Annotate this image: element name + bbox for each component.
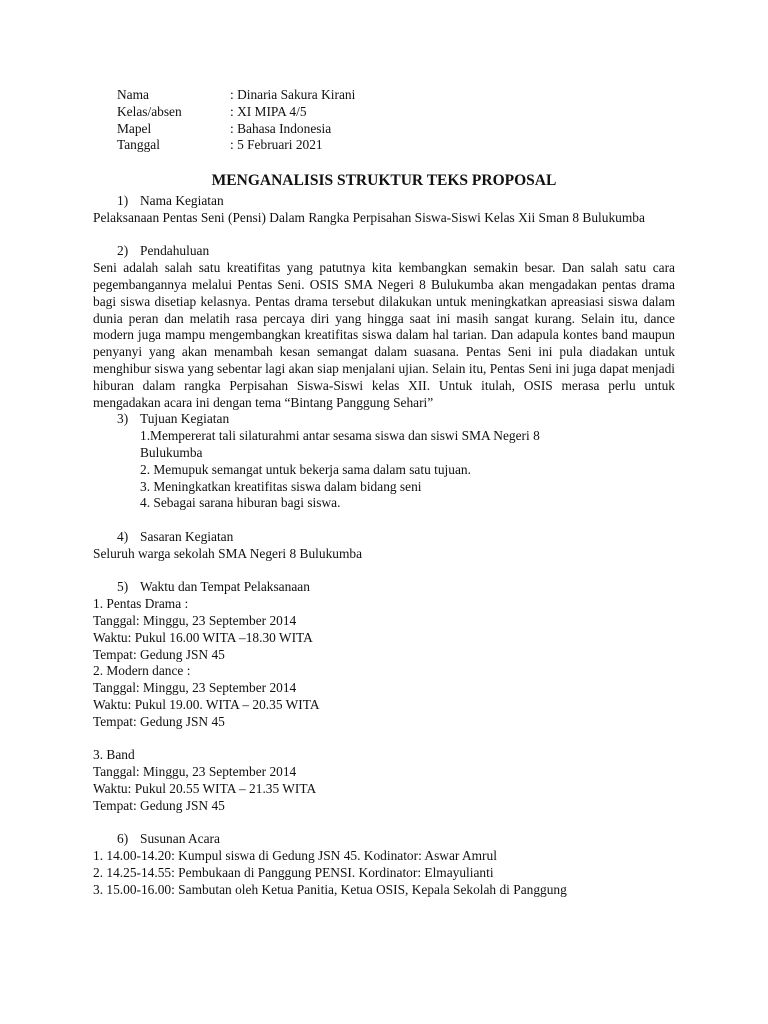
header-value: : Dinaria Sakura Kirani: [230, 87, 356, 102]
section-heading-sasaran-kegiatan: [93, 529, 675, 546]
section-number: 6): [117, 831, 129, 847]
event-date: Tanggal: Minggu, 23 September 2014: [93, 764, 297, 780]
section-number: 2): [117, 243, 129, 259]
section-heading-nama-kegiatan: [93, 193, 675, 210]
section-heading-susunan-acara: [93, 831, 675, 848]
event-name: 3. Band: [93, 747, 135, 763]
event-place: Tempat: Gedung JSN 45: [93, 797, 225, 813]
agenda-list: [93, 848, 675, 898]
section-body: Pelaksanaan Pentas Seni (Pensi) Dalam Rangka Perpisahan Siswa-Siswi Kelas Xii Sman 8 Bulukumba: [93, 209, 645, 225]
section-heading-waktu-tempat: [93, 579, 675, 596]
section-body: Seluruh warga sekolah SMA Negeri 8 Bulukumba: [93, 545, 363, 561]
document-title: MENGANALISIS STRUKTUR TEKS PROPOSAL: [211, 172, 557, 189]
event-name: 2. Modern dance :: [93, 663, 191, 679]
list-item: 1. 14.00-14.20: Kumpul siswa di Gedung JSN 45. Kodinator: Aswar Amrul: [93, 848, 497, 864]
section-title: Pendahuluan: [140, 243, 210, 259]
event-time: Waktu: Pukul 20.55 WITA – 21.35 WITA: [93, 780, 317, 796]
section-number: 3): [117, 411, 129, 427]
header-value: : 5 Februari 2021: [230, 137, 323, 153]
section-title: Waktu dan Tempat Pelaksanaan: [140, 579, 310, 595]
section-heading-tujuan-kegiatan: [93, 411, 675, 428]
event-date: Tanggal: Minggu, 23 September 2014: [93, 612, 297, 628]
event-time: Waktu: Pukul 19.00. WITA – 20.35 WITA: [93, 696, 320, 712]
event-pentas-drama: [93, 596, 675, 663]
event-name: 1. Pentas Drama :: [93, 596, 189, 612]
section-number: 1): [117, 193, 129, 208]
event-modern-dance: [93, 663, 675, 730]
event-place: Tempat: Gedung JSN 45: [93, 646, 225, 662]
header-label: Tanggal: [117, 137, 160, 153]
header-value: : XI MIPA 4/5: [230, 103, 307, 119]
event-place: Tempat: Gedung JSN 45: [93, 713, 225, 729]
list-item: 2. 14.25-14.55: Pembukaan di Panggung PENSI. Kordinator: Elmayulianti: [93, 864, 494, 880]
header-info: [117, 87, 355, 154]
section-title: Nama Kegiatan: [140, 193, 224, 208]
section-number: 4): [117, 528, 129, 544]
section-number: 5): [117, 579, 129, 595]
list-item: 3. 15.00-16.00: Sambutan oleh Ketua Panitia, Ketua OSIS, Kepala Sekolah di Panggung: [93, 881, 567, 897]
header-label: Kelas/absen: [117, 103, 182, 119]
list-item: 3. Meningkatkan kreatifitas siswa dalam bidang seni: [140, 478, 422, 494]
header-label: Nama: [117, 87, 149, 102]
event-time: Waktu: Pukul 16.00 WITA –18.30 WITA: [93, 629, 313, 645]
document-body: [93, 193, 675, 898]
header-label: Mapel: [117, 120, 152, 136]
header-row-nama: [117, 87, 355, 104]
goal-list: [93, 428, 675, 512]
section-heading-pendahuluan: [93, 243, 675, 260]
section-title: Sasaran Kegiatan: [140, 528, 234, 544]
header-value: : Bahasa Indonesia: [230, 120, 332, 136]
header-row-mapel: [117, 121, 355, 138]
list-item: 4. Sebagai sarana hiburan bagi siswa.: [140, 495, 341, 511]
event-date: Tanggal: Minggu, 23 September 2014: [93, 680, 297, 696]
header-row-kelas: [117, 104, 355, 121]
event-band: [93, 747, 675, 814]
section-title: Susunan Acara: [140, 831, 220, 847]
header-row-tanggal: [117, 137, 355, 154]
section-body: Seni adalah salah satu kreatifitas yang patutnya kita kembangkan semakin besar. Dan salah satu cara pegembangannya melalui Pentas Seni. OSIS SMA Negeri 8 Bulukumba akan mengadakan pentas drama bagi siswa disetiap kelasnya. Pentas drama tersebut dilakukan untuk meningkatkan apreasiasi siswa dalam dunia peran dan melatih rasa percaya diri yang hingga saat ini masih sangat kurang. Selain itu, dance modern juga mampu mengembangkan kreatifitas siswa dalam hal tarian. Dan adapula kontes band maupun penyanyi yang akan menambah kesan semangat dalam suasana. Pentas Seni ini pula diadakan untuk menghibur siswa yang sebentar lagi akan siap menjalani ujian. Selain itu, Pentas Seni ini juga dapat menjadi hiburan dalam rangka Perpisahan Siswa-Siswi kelas XII. Untuk itulah, OSIS merasa perlu untuk mengadakan acara ini dengan tema “Bintang Panggung Sehari”: [93, 260, 675, 410]
list-item: 2. Memupuk semangat untuk bekerja sama dalam satu tujuan.: [140, 461, 471, 477]
list-item: 1.Mempererat tali silaturahmi antar sesama siswa dan siswi SMA Negeri 8 Bulukumba: [140, 428, 540, 460]
section-title: Tujuan Kegiatan: [140, 411, 230, 427]
